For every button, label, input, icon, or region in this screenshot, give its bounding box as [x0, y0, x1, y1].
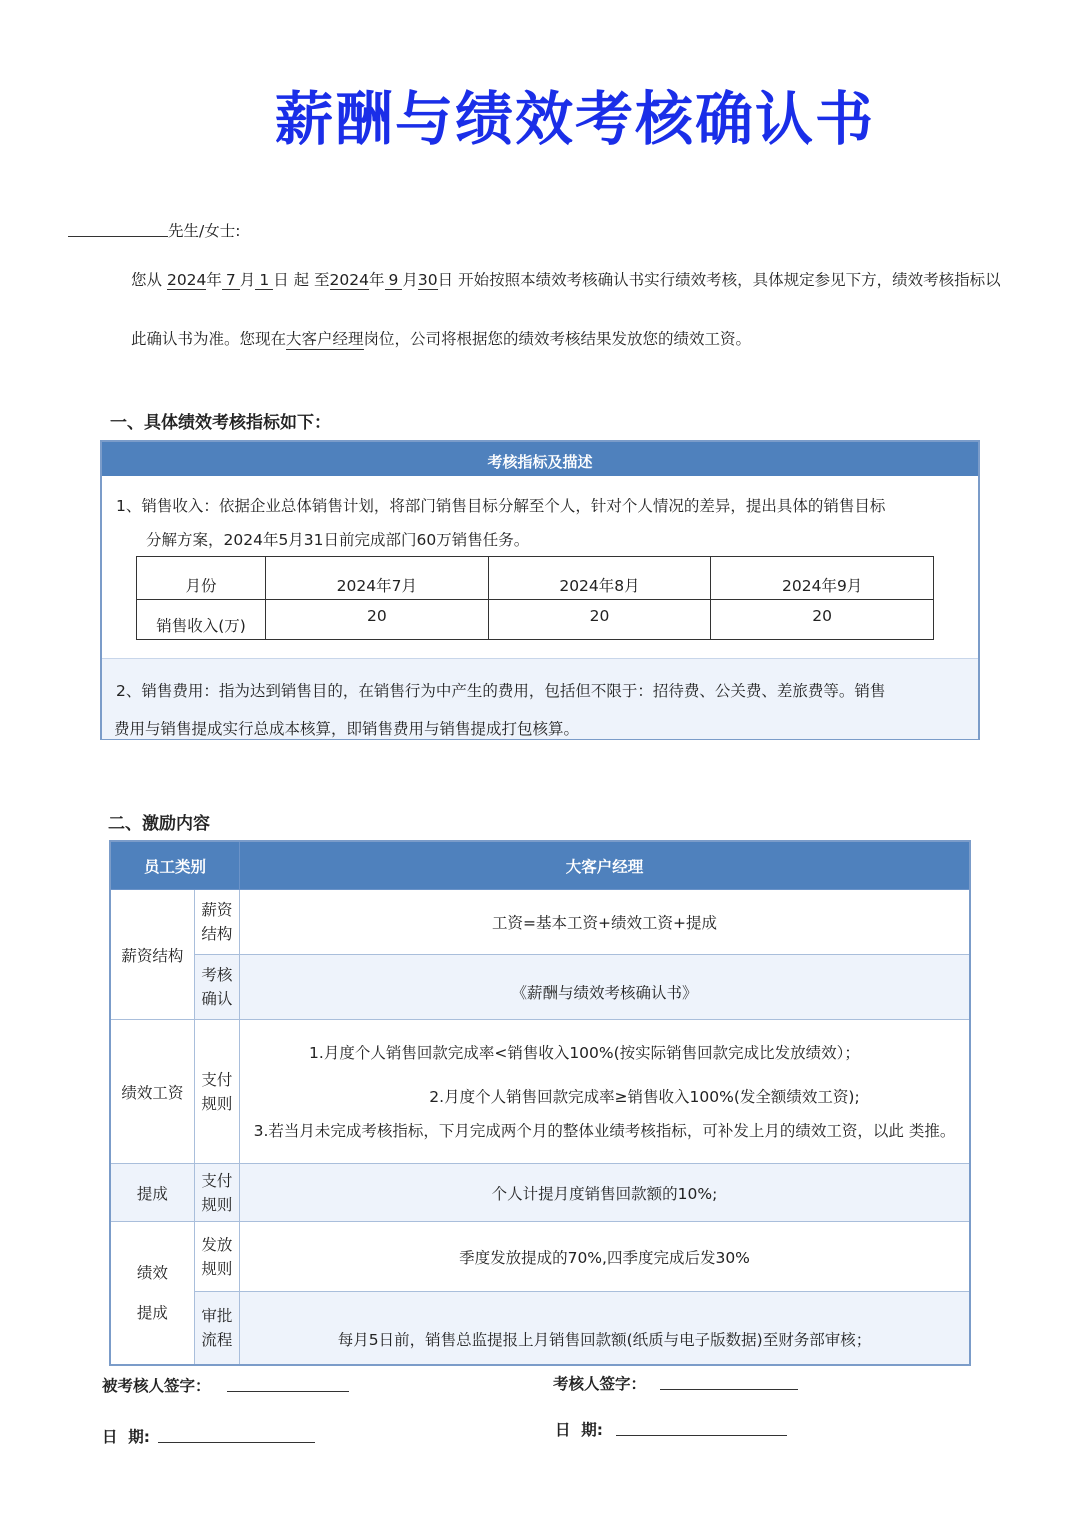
section1-title: 一、具体绩效考核指标如下：	[110, 413, 331, 433]
month-1: 2024年7月	[266, 557, 489, 600]
head-position: 大客户经理	[240, 841, 971, 890]
month-2: 2024年8月	[488, 557, 711, 600]
assessor-sign-label: 考核人签字：	[553, 1375, 647, 1393]
table-row	[110, 890, 970, 955]
month-label: 月份	[137, 557, 266, 600]
kpi-item-2-cont: 费用与销售提成实行总成本核算，即销售费用与销售提成打包核算。	[114, 720, 580, 738]
intro-line-2	[131, 327, 751, 350]
kpi-header: 考核指标及描述	[102, 442, 978, 476]
start-year: 2024	[166, 271, 207, 289]
commission-label: 提成	[110, 1164, 194, 1222]
salary-structure-label: 薪资结构	[110, 890, 194, 1020]
table-row	[137, 600, 934, 640]
date-right-line[interactable]	[616, 1435, 787, 1436]
intro-text: 日 起 至	[273, 271, 330, 289]
incentive-table	[109, 840, 971, 1366]
rule-1: 1.月度个人销售回款完成率<销售收入100%(按实际销售回款完成比发放绩效）；	[309, 1043, 860, 1062]
section2-title: 二、激励内容	[108, 814, 210, 834]
kpi-box	[100, 440, 980, 740]
sub-pay-rule-2: 支付 规则	[194, 1164, 239, 1222]
table-row	[110, 1164, 970, 1222]
end-year: 2024	[329, 271, 369, 289]
kpi-item-1: 1、销售收入：依据企业总体销售计划，将部门销售目标分解至个人，针对个人情况的差异，提出具体的销售目标	[116, 497, 886, 515]
perf-commission-a: 绩效	[136, 1263, 168, 1282]
table-row	[110, 1292, 970, 1365]
kpi-item-2: 2、销售费用：指为达到销售目的，在销售行为中产生的费用，包括但不限于：招待费、公关费、差旅费等。销售	[116, 682, 886, 700]
income-label: 销售收入(万)	[137, 600, 266, 640]
sub-pay-rule: 支付 规则	[194, 1020, 239, 1164]
date-left-label: 日 期:	[102, 1428, 150, 1446]
sub-confirm: 考核 确认	[194, 955, 239, 1020]
income-2: 20	[488, 600, 711, 640]
perf-commission-label	[110, 1222, 194, 1365]
intro-text: 月	[239, 271, 256, 289]
perf-wage-rules	[240, 1020, 971, 1164]
page-title: 薪酬与绩效考核确认书	[274, 85, 875, 153]
commission-rule: 个人计提月度销售回款额的10%;	[240, 1164, 971, 1222]
intro-text: 月	[402, 271, 418, 289]
intro-text: 年	[369, 271, 385, 289]
table-row	[110, 1222, 970, 1292]
assessee-sign-label: 被考核人签字：	[102, 1377, 211, 1395]
assessor-sign-line[interactable]	[660, 1389, 798, 1390]
date-left-line[interactable]	[158, 1442, 315, 1443]
rule-2: 2.月度个人销售回款完成率≥销售收入100%(发全额绩效工资);	[429, 1087, 860, 1106]
intro-text: 您从	[131, 271, 163, 289]
income-3: 20	[711, 600, 934, 640]
table-row	[110, 1020, 970, 1164]
perf-wage-label: 绩效工资	[110, 1020, 194, 1164]
name-blank-line[interactable]	[68, 236, 168, 237]
sub-approval: 审批 流程	[194, 1292, 239, 1365]
confirm-document: 《薪酬与绩效考核确认书》	[240, 955, 971, 1020]
income-1: 20	[266, 600, 489, 640]
table-row	[137, 557, 934, 600]
perf-commission-b: 提成	[136, 1303, 168, 1322]
sales-target-table	[136, 556, 934, 640]
month-3: 2024年9月	[711, 557, 934, 600]
sub-release: 发放 规则	[194, 1222, 239, 1292]
position-name: 大客户经理	[286, 327, 364, 350]
salutation: 先生/女士:	[168, 222, 241, 240]
intro-line-1	[131, 268, 1001, 290]
head-employee-type: 员工类别	[110, 841, 240, 890]
rule-3: 3.若当月未完成考核指标，下月完成两个月的整体业绩考核指标，可补发上月的绩效工资，以此 类推。	[253, 1121, 956, 1140]
table-row	[110, 841, 970, 890]
table-row	[110, 955, 970, 1020]
intro-text: 此确认书为准。您现在	[131, 330, 287, 348]
end-day: 30	[417, 271, 438, 289]
intro-text: 日 开始按照本绩效考核确认书实行绩效考核，具体规定参见下方，绩效考核指标以	[437, 271, 1001, 289]
start-month: 7	[222, 271, 240, 290]
intro-text: 岗位，公司将根据您的绩效考核结果发放您的绩效工资。	[363, 330, 752, 348]
kpi-item-2-area	[102, 658, 978, 739]
release-rule: 季度发放提成的70%,四季度完成后发30%	[240, 1222, 971, 1292]
end-month: 9	[385, 271, 403, 290]
sub-salary-structure: 薪资 结构	[194, 890, 239, 955]
salary-formula: 工资=基本工资+绩效工资+提成	[240, 890, 971, 955]
intro-text: 年	[206, 271, 222, 289]
kpi-item-1-cont: 分解方案，2024年5月31日前完成部门60万销售任务。	[146, 531, 530, 549]
assessee-sign-line[interactable]	[227, 1391, 349, 1392]
date-right-label: 日 期:	[555, 1421, 603, 1439]
approval-rule: 每月5日前，销售总监提报上月销售回款额(纸质与电子版数据)至财务部审核；	[240, 1292, 971, 1365]
start-day: 1	[255, 271, 273, 290]
